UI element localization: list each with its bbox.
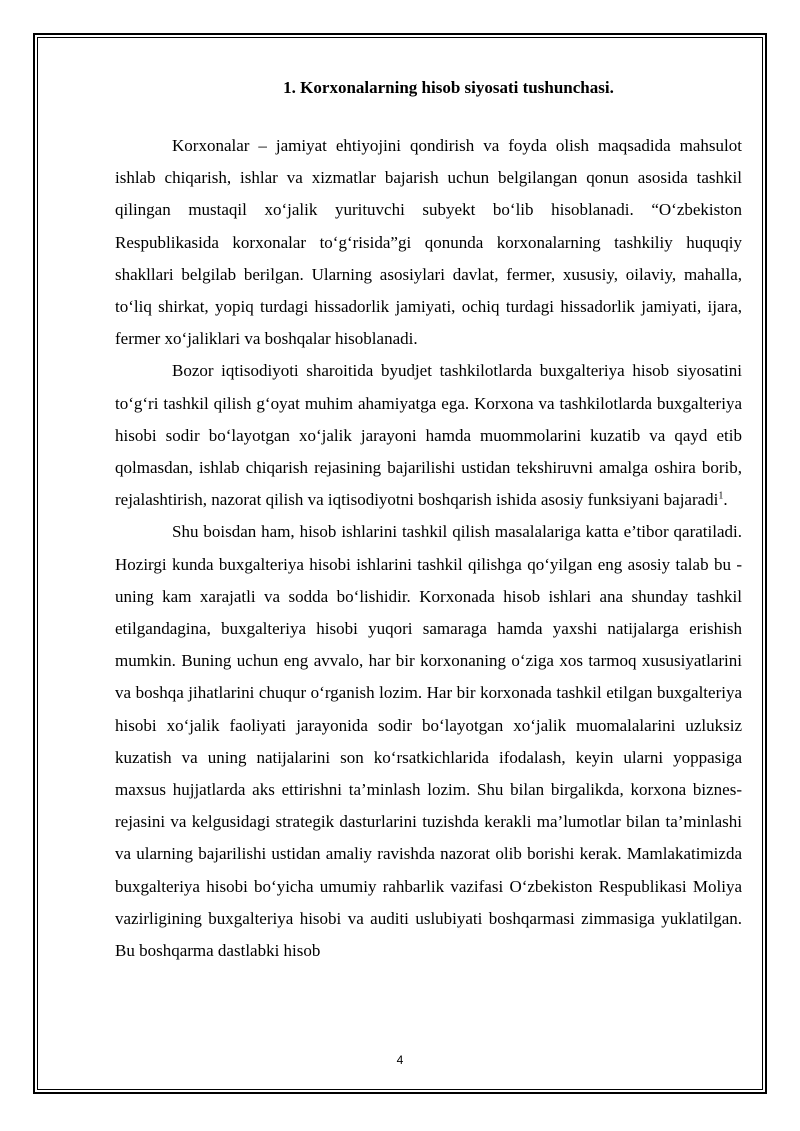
paragraph-3-text: Shu boisdan ham, hisob ishlarini tashkil qilish masalalariga katta e’tibor qaratiladi. Hozirgi kunda buxgalteriya hisobi ishlarini tashkil qilishga qo‘yilgan eng asosiy talab bu - uning kam xarajatli va sodda bo‘lishidir. Korxonada hisob ishlari ana shunday tashkil etilgandagina, buxgalteriya hisobi yuqori samaraga hamda yaxshi natijalarga erishish mumkin. Buning uchun eng avvalo, har bir korxonaning o‘ziga xos tarmoq xususiyatlarini va boshqa jihatlarini chuqur o‘rganish lozim. Har bir korxonada tashkil etilgan buxgalteriya hisobi xo‘jalik faoliyati jarayonida sodir bo‘layotgan xo‘jalik muomalalarini uzluksiz kuzatish va uning natijalarini son ko‘rsatkichlarida ifodalash, keyin ularni yoppasiga maxsus hujjatlarda aks ettirishni ta’minlash lozim. Shu bilan birgalikda, korxona biznes-rejasini va kelgusidagi strategik dasturlarini tuzishda kerakli ma’lumotlar bilan ta’minlashi va ularning bajarilishi ustidan amaliy ravishda nazorat olib borishi kerak. Mamlakatimizda buxgalteriya hisobi bo‘yicha umumiy rahbarlik vazifasi O‘zbekiston Respublikasi Moliya vazirligining buxgalteriya hisobi va auditi uslubiyati boshqarmasi zimmasiga yuklatilgan. Bu boshqarma dastlabki hisob [115, 522, 742, 961]
paragraph-2-text: Bozor iqtisodiyoti sharoitida byudjet tashkilotlarda buxgalteriya hisob siyosatini to‘g‘ri tashkil qilish g‘oyat muhim ahamiyatga ega. Korxona va tashkilotlarda buxgalteriya hisobi sodir bo‘layotgan xo‘jalik jarayoni hamda muommolarini kuzatib va qayd etib qolmasdan, ishlab chiqarish rejasining bajarilishi ustidan tekshiruvni amalga oshira borib, rejalashtirish, nazorat qilish va iqtisodiyotni boshqarish ishida asosiy funksiyani bajaradi [115, 361, 742, 510]
paragraph-3 [115, 516, 742, 967]
paragraph-2-tail: . [723, 490, 728, 510]
paragraph-1-text: Korxonalar – jamiyat ehtiyojini qondirish va foyda olish maqsadida mahsulot ishlab chiqarish, ishlar va xizmatlar bajarish uchun belgilangan qonun asosida tashkil qilingan mustaqil xo‘jalik yurituvchi subyekt bo‘lib hisoblanadi. “O‘zbekiston Respublikasida korxonalar to‘g‘risida”gi qonunda korxonalarning tashkiliy huquqiy shakllari belgilab berilgan. Ularning asosiylari davlat, fermer, xususiy, oilaviy, mahalla, to‘liq shirkat, yopiq turdagi hissadorlik jamiyati, ochiq turdagi hissadorlik jamiyati, ijara, fermer xo‘jaliklari va boshqalar hisoblanadi. [115, 136, 742, 349]
paragraph-1 [115, 130, 742, 355]
document-body [115, 74, 742, 967]
section-title: 1. Korxonalarning hisob siyosati tushunchasi. [283, 78, 614, 97]
page-number: 4 [396, 1053, 404, 1067]
footnote-marker[interactable]: 1 [718, 490, 724, 502]
paragraph-2 [115, 355, 742, 516]
